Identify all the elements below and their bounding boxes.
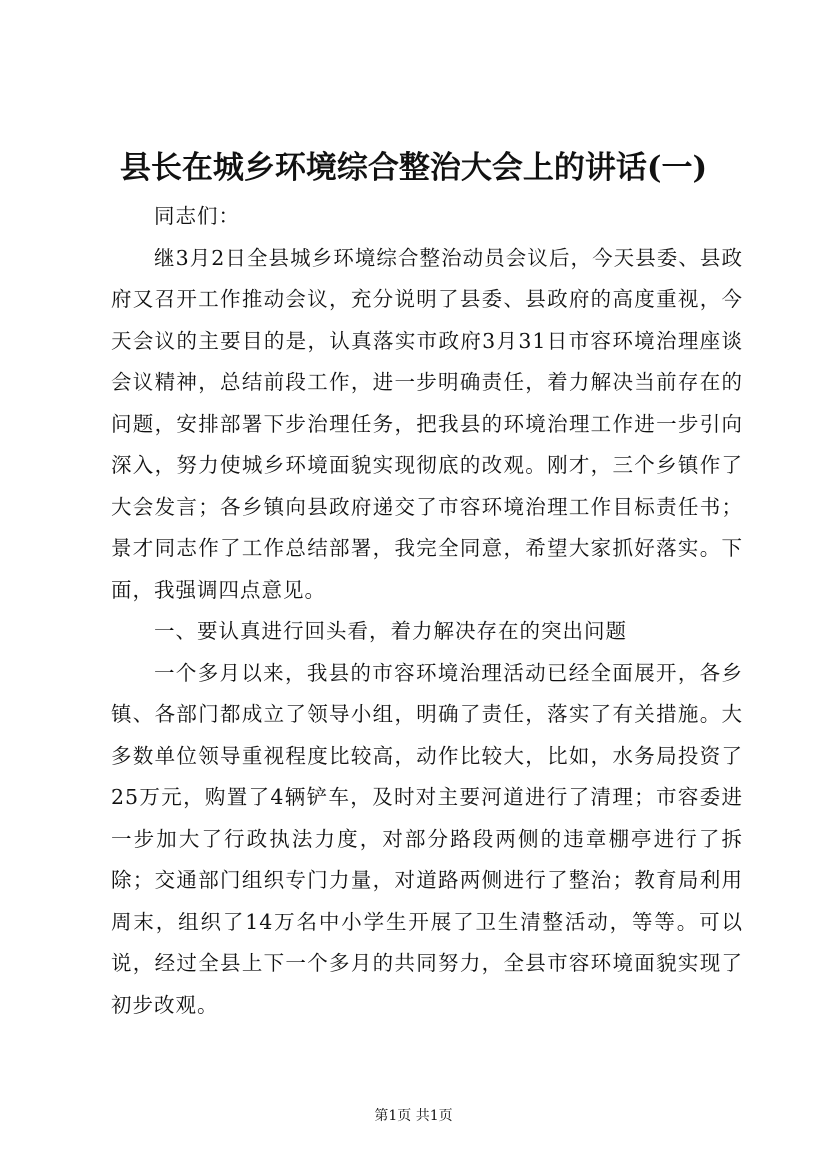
page-number: 第1页 共1页: [374, 1108, 453, 1124]
intro-paragraph: 继3月2日全县城乡环境综合整治动员会议后，今天县委、县政府又召开工作推动会议，充分说明了县委、县政府的高度重视，今天会议的主要目的是，认真落实市政府3月31日市容环境治理座谈会议精神，总结前段工作，进一步明确责任，着力解决当前存在的问题，安排部署下步治理任务，把我县的环境治理工作进一步引向深入，努力使城乡环境面貌实现彻底的改观。刚才，三个乡镇作了大会发言；各乡镇向县政府递交了市容环境治理工作目标责任书；景才同志作了工作总结部署，我完全同意，希望大家抓好落实。下面，我强调四点意见。: [111, 245, 743, 602]
document-title: 县长在城乡环境综合整治大会上的讲话(一): [119, 150, 708, 186]
section-heading: 一、要认真进行回头看，着力解决存在的突出问题: [154, 619, 628, 643]
salutation-paragraph: 同志们：: [154, 204, 241, 228]
section-paragraph: 一个多月以来，我县的市容环境治理活动已经全面展开，各乡镇、各部门都成立了领导小组，明确了责任，落实了有关措施。大多数单位领导重视程度比较高，动作比较大，比如，水务局投资了25万元，购置了4辆铲车，及时对主要河道进行了清理；市容委进一步加大了行政执法力度，对部分路段两侧的违章棚亭进行了拆除；交通部门组织专门力量，对道路两侧进行了整治；教育局利用周末，组织了14万名中小学生开展了卫生清整活动，等等。可以说，经过全县上下一个多月的共同努力，全县市容环境面貌实现了初步改观。: [111, 660, 743, 1017]
document-body: [111, 196, 743, 1026]
